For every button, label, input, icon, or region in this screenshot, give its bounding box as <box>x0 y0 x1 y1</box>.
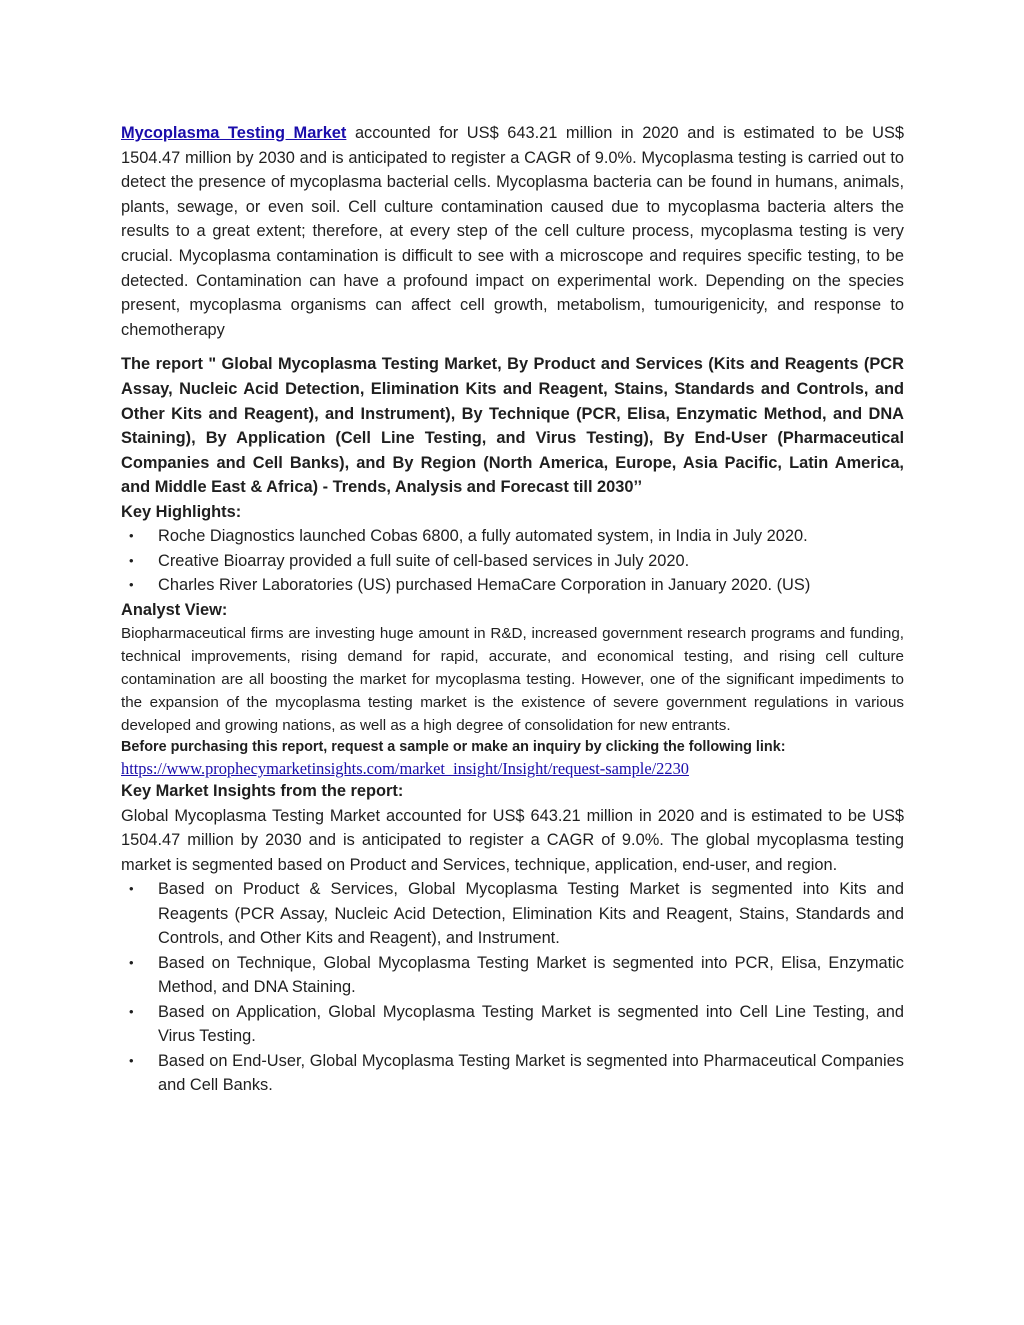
key-insights-list <box>121 877 904 1098</box>
key-insights-heading: Key Market Insights from the report: <box>121 782 404 801</box>
bullet-icon: • <box>129 954 134 970</box>
list-item-text: Charles River Laboratories (US) purchased HemaCare Corporation in January 2020. (US) <box>158 576 811 595</box>
report-title: The report " Global Mycoplasma Testing Market, By Product and Services (Kits and Reagents (PCR Assay, Nucleic Acid Detection, Elimination Kits and Reagent, Stains, Standards and Controls, and Other Kits and Reagent), and Instrument), By Technique (PCR, Elisa, Enzymatic Method, and DNA Staining), By Application (Cell Line Testing, and Virus Testing), By End-User (Pharmaceutical Companies and Cell Banks), and By Region (North America, Europe, Asia Pacific, Latin America, and Middle East & Africa) - Trends, Analysis and Forecast till 2030’’ <box>121 355 904 497</box>
list-item-text: Roche Diagnostics launched Cobas 6800, a fully automated system, in India in July 2020. <box>158 527 808 546</box>
list-item <box>121 1000 904 1049</box>
sample-request-link[interactable]: https://www.prophecymarketinsights.com/market_insight/Insight/request-sample/2230 <box>121 759 689 779</box>
bullet-icon: • <box>129 577 134 593</box>
list-item <box>121 524 904 549</box>
list-item <box>121 549 904 574</box>
list-item <box>121 877 904 951</box>
market-link[interactable]: Mycoplasma Testing Market <box>121 124 347 142</box>
sample-request-prompt: Before purchasing this report, request a sample or make an inquiry by clicking the following link: <box>121 739 786 756</box>
intro-paragraph <box>121 121 904 342</box>
analyst-view-heading: Analyst View: <box>121 600 228 619</box>
bullet-icon: • <box>129 1052 134 1068</box>
key-highlights-heading: Key Highlights: <box>121 502 242 521</box>
analyst-view-text: Biopharmaceutical firms are investing huge amount in R&D, increased government research programs and funding, technical improvements, rising demand for rapid, accurate, and economical testing, and rising cell culture contamination are all boosting the market for mycoplasma testing. However, one of the significant impediments to the expansion of the mycoplasma testing market is the existence of severe government regulations in various developed and growing nations, as well as a high degree of consolidation for new entrants. <box>121 625 904 735</box>
list-item <box>121 951 904 1000</box>
list-item-text: Based on Technique, Global Mycoplasma Testing Market is segmented into PCR, Elisa, Enzymatic Method, and DNA Staining. <box>158 953 904 997</box>
list-item-text: Based on Product & Services, Global Mycoplasma Testing Market is segmented into Kits and Reagents (PCR Assay, Nucleic Acid Detection, Elimination Kits and Reagent, Stains, Standards and Controls, and Other Kits and Reagent), and Instrument. <box>158 880 904 948</box>
list-item-text: Based on Application, Global Mycoplasma Testing Market is segmented into Cell Line Testing, and Virus Testing. <box>158 1002 904 1046</box>
bullet-icon: • <box>129 528 134 544</box>
intro-text: accounted for US$ 643.21 million in 2020 and is estimated to be US$ 1504.47 million by 2030 and is anticipated to register a CAGR of 9.0%. Mycoplasma testing is carried out to detect the presence of mycoplasma bacterial cells. Mycoplasma bacteria can be found in humans, animals, plants, sewage, or even soil. Cell culture contamination caused due to mycoplasma bacteria alters the results to a great extent; therefore, at every step of the cell culture process, mycoplasma testing is very crucial. Mycoplasma contamination is difficult to see with a microscope and requires specific testing, to be detected. Contamination can have a profound impact on experimental work. Depending on the species present, mycoplasma organisms can affect cell growth, metabolism, tumourigenicity, and response to chemotherapy <box>121 124 904 339</box>
list-item <box>121 573 904 598</box>
list-item-text: Based on End-User, Global Mycoplasma Testing Market is segmented into Pharmaceutical Companies and Cell Banks. <box>158 1051 904 1095</box>
bullet-icon: • <box>129 552 134 568</box>
list-item <box>121 1049 904 1098</box>
bullet-icon: • <box>129 881 134 897</box>
key-insights-text: Global Mycoplasma Testing Market accounted for US$ 643.21 million in 2020 and is estimated to be US$ 1504.47 million by 2030 and is anticipated to register a CAGR of 9.0%. The global mycoplasma testing market is segmented based on Product and Services, technique, application, end-user, and region. <box>121 806 904 874</box>
key-highlights-list <box>121 524 904 598</box>
document-page <box>121 121 904 1098</box>
list-item-text: Creative Bioarray provided a full suite of cell-based services in July 2020. <box>158 551 690 570</box>
bullet-icon: • <box>129 1003 134 1019</box>
